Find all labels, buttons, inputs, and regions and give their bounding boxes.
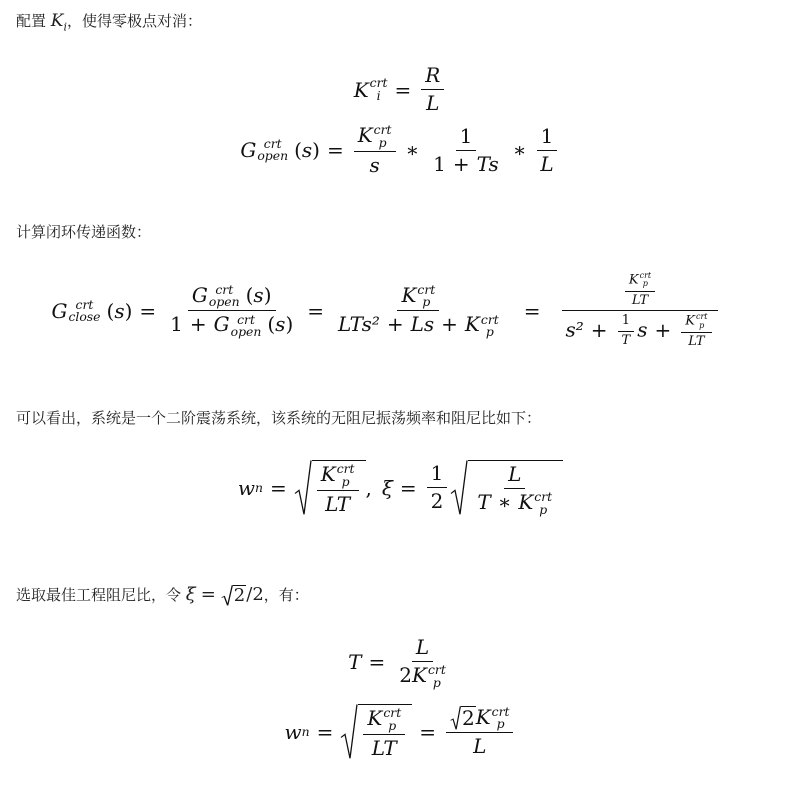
para-second-order: 可以看出，系统是一个二阶震荡系统，该系统的无阻尼振荡频率和阻尼比如下： bbox=[16, 409, 542, 427]
sqrt-symbol: 2 bbox=[450, 706, 476, 730]
para-optimal-damping: 选取最佳工程阻尼比，令 ξ = 2 /2，有： bbox=[16, 584, 309, 606]
para-text: ，使得零极点对消： bbox=[67, 12, 203, 30]
sqrt-symbol: L T ∗ K crt p bbox=[450, 460, 563, 516]
equation-wn-final: w n = K crt p LT = 2 K crt p L bbox=[0, 704, 801, 760]
equation-t: T = L 2K crt p bbox=[348, 635, 446, 690]
para-text: 选取最佳工程阻尼比，令 bbox=[16, 586, 186, 604]
sqrt-symbol: 2 bbox=[221, 585, 246, 606]
equation-g-open: G crt open ( s ) = K crt p s ∗ $\frac{1}{1 + Ts}$ ∗ $\frac{1}{L}$ bbox=[0, 124, 801, 177]
sqrt-symbol: K crt p LT bbox=[294, 460, 366, 516]
sqrt-symbol: K crt p LT bbox=[340, 704, 412, 760]
para-configure-ki bbox=[16, 11, 202, 37]
ki-inline: $K_i$ bbox=[50, 11, 68, 34]
equation-wn-xi: w n = K crt p LT , ξ = $\frac{1}{2}$ L T ∗ K crt p bbox=[0, 460, 801, 516]
para-text: ，有： bbox=[263, 586, 309, 604]
equation-g-close: G crt close ( s ) = G crt open (s) 1 + G crt open (s) = K crt p LTs² + Ls + K crt p = K crt p LT s² + $\frac{1}{T}$ s + K crt p LT bbox=[0, 272, 787, 350]
equation-ki: K crt i = $\frac{R}{L}$ bbox=[0, 64, 801, 115]
para-text: 配置 bbox=[16, 12, 51, 30]
para-closed-loop: 计算闭环传递函数： bbox=[16, 223, 152, 241]
